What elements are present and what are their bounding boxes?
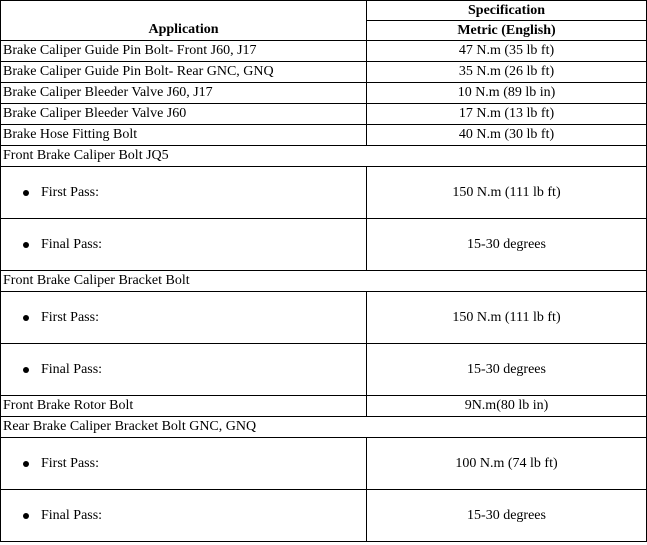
spec-cell: 17 N.m (13 lb ft) <box>367 104 647 125</box>
application-cell: Front Brake Rotor Bolt <box>1 396 367 417</box>
pass-label: Final Pass: <box>41 361 103 377</box>
spec-cell: 15-30 degrees <box>367 490 647 542</box>
spec-cell: 15-30 degrees <box>367 344 647 396</box>
spec-cell: 150 N.m (111 lb ft) <box>367 292 647 344</box>
pass-label: First Pass: <box>41 309 99 325</box>
table-row <box>1 62 647 83</box>
pass-label: First Pass: <box>41 184 99 200</box>
bullet-icon <box>23 190 29 196</box>
group-title-row <box>1 146 647 167</box>
pass-label: First Pass: <box>41 455 99 471</box>
table-row <box>1 438 647 490</box>
pass-cell <box>1 490 367 542</box>
pass-cell <box>1 167 367 219</box>
pass-cell <box>1 219 367 271</box>
application-cell: Brake Caliper Guide Pin Bolt- Front J60, J17 <box>1 41 367 62</box>
group-title-row <box>1 271 647 292</box>
pass-label: Final Pass: <box>41 236 103 252</box>
table-row <box>1 167 647 219</box>
spec-cell: 15-30 degrees <box>367 219 647 271</box>
group-title: Rear Brake Caliper Bracket Bolt GNC, GNQ <box>1 417 647 438</box>
group-title-row <box>1 417 647 438</box>
application-cell: Brake Caliper Guide Pin Bolt- Rear GNC, GNQ <box>1 62 367 83</box>
table-row <box>1 83 647 104</box>
bullet-icon <box>23 461 29 467</box>
metric-english-header: Metric (English) <box>367 21 647 41</box>
bullet-icon <box>23 315 29 321</box>
pass-cell <box>1 344 367 396</box>
table-header-row <box>1 1 647 21</box>
table-row <box>1 104 647 125</box>
bullet-icon <box>23 513 29 519</box>
table-row <box>1 41 647 62</box>
table-row <box>1 125 647 146</box>
application-cell: Brake Caliper Bleeder Valve J60 <box>1 104 367 125</box>
bullet-icon <box>23 242 29 248</box>
spec-cell: 40 N.m (30 lb ft) <box>367 125 647 146</box>
table-row <box>1 292 647 344</box>
spec-cell: 150 N.m (111 lb ft) <box>367 167 647 219</box>
table-row <box>1 396 647 417</box>
spec-cell: 47 N.m (35 lb ft) <box>367 41 647 62</box>
bullet-icon <box>23 367 29 373</box>
application-cell: Brake Caliper Bleeder Valve J60, J17 <box>1 83 367 104</box>
application-header: Application <box>1 1 367 41</box>
spec-cell: 9N.m(80 lb in) <box>367 396 647 417</box>
group-title: Front Brake Caliper Bolt JQ5 <box>1 146 647 167</box>
spec-cell: 100 N.m (74 lb ft) <box>367 438 647 490</box>
spec-cell: 10 N.m (89 lb in) <box>367 83 647 104</box>
table-row <box>1 344 647 396</box>
pass-cell <box>1 292 367 344</box>
table-row <box>1 490 647 542</box>
pass-cell <box>1 438 367 490</box>
group-title: Front Brake Caliper Bracket Bolt <box>1 271 647 292</box>
spec-cell: 35 N.m (26 lb ft) <box>367 62 647 83</box>
application-cell: Brake Hose Fitting Bolt <box>1 125 367 146</box>
table-row <box>1 219 647 271</box>
pass-label: Final Pass: <box>41 507 103 523</box>
specification-header: Specification <box>367 1 647 21</box>
